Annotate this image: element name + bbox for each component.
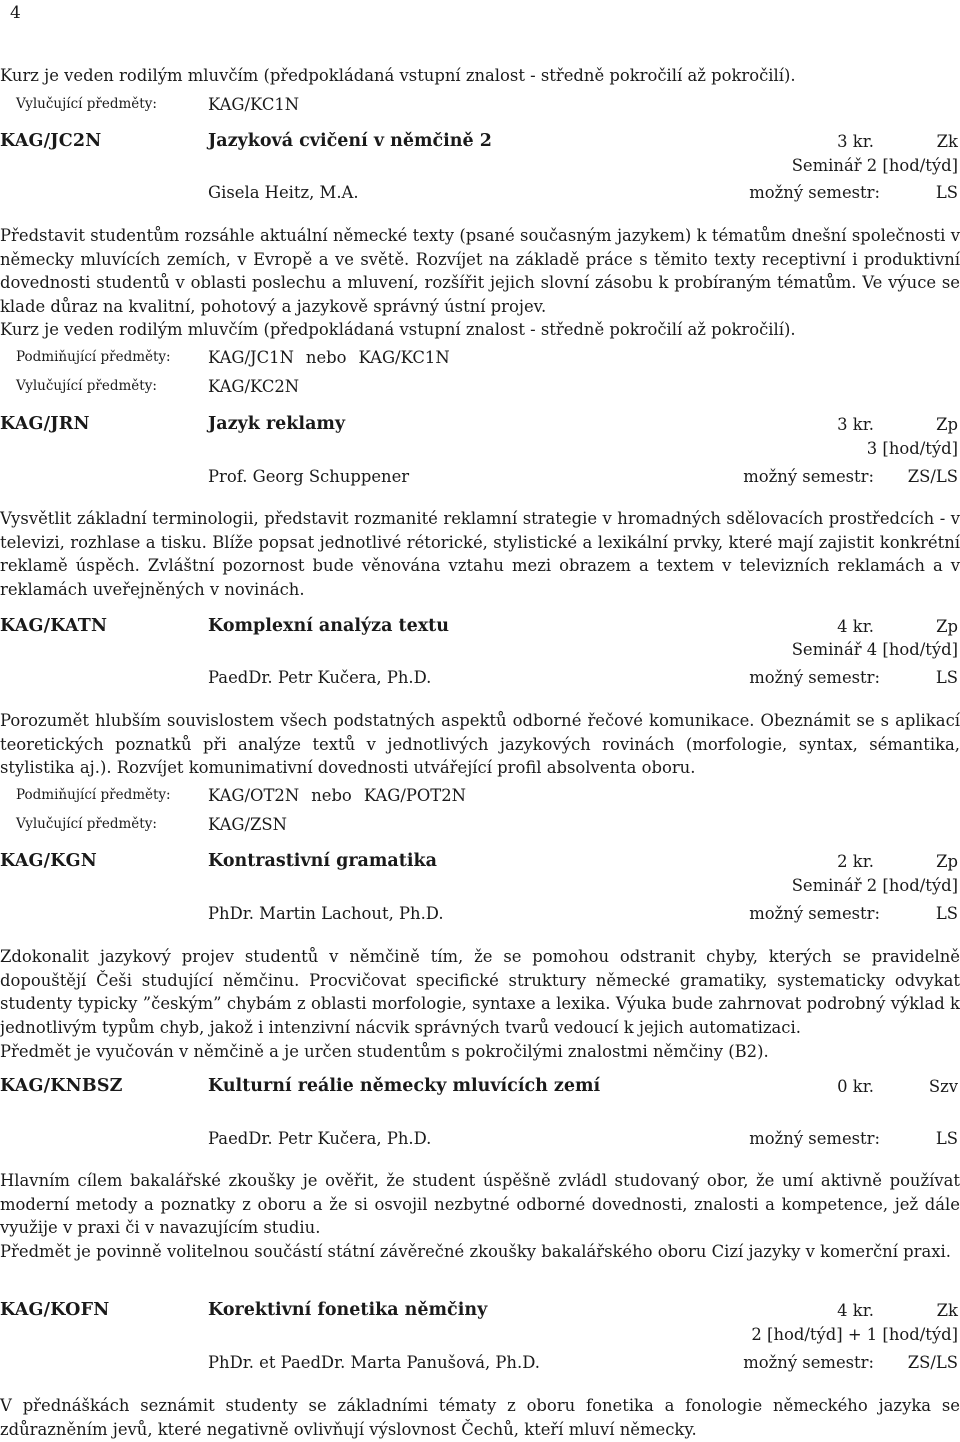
course-hours: 2 [hod/týd] + 1 [hod/týd] [751,1325,958,1344]
course-title: Jazyková cvičení v němčině 2 [208,131,492,151]
course-description: Hlavním cílem bakalářské zkoušky je ověřit, že student úspěšně zvládl studovaný obor, že umí aktivně používat moderní metody a poznatky z oboru a že si osvojil nezbytné odborné dovednosti, znalosti a kompetence, jež dále využije v praxi či v navazujícím studiu. [0,1171,960,1237]
course-hours: Seminář 2 [hod/týd] [791,876,958,895]
course-semester: LS [935,1129,958,1148]
course-title: Komplexní analýza textu [208,616,449,636]
course-teacher: Prof. Georg Schuppener [208,467,410,486]
course-code: KAG/KOFN [0,1300,110,1320]
course-completion: Zk [936,1301,958,1320]
course-code: KAG/JC2N [0,131,102,151]
course-hours: Seminář 4 [hod/týd] [791,640,958,659]
course-completion: Zp [936,617,958,636]
semester-label: možný semestr: [743,1353,874,1372]
course-completion: Zp [936,852,958,871]
course-teacher-row [0,465,960,489]
or-label: nebo [311,786,352,805]
course-teacher-row [0,1351,960,1375]
course-semester: ZS/LS [907,467,958,486]
course-credits: 2 kr. [837,852,874,871]
prerequisite-course: KAG/JC1N [208,348,294,367]
excluded-row [0,375,960,399]
course-header [0,1075,960,1099]
intro-excluded-row [0,93,960,117]
semester-label: možný semestr: [749,668,880,687]
course-hours: 3 [hod/týd] [866,439,958,458]
course-hours-row [0,1323,960,1347]
semester-label: možný semestr: [749,183,880,202]
course-completion: Szv [928,1077,958,1096]
prerequisite-label: Podmiňující předměty: [16,787,171,803]
prerequisites-row [0,784,960,808]
course-semester: ZS/LS [907,1353,958,1372]
course-teacher: PhDr. et PaedDr. Marta Panušová, Ph.D. [208,1353,540,1372]
course-description: Kurz je veden rodilým mluvčím (předpokládaná vstupní znalost - středně pokročilí až pokročilí). [0,320,796,339]
excluded-value: KAG/KC1N [208,95,300,114]
course-description: Předmět je vyučován v němčině a je určen studentům s pokročilými znalostmi němčiny (B2). [0,1042,769,1061]
course-title: Jazyk reklamy [208,414,346,434]
course-description: Představit studentům rozsáhle aktuální německé texty (psané současným jazykem) k tématům dnešní společnosti v německy mluvících zemích, v Evropě a ve světě. Rozvíjet na základě práce s těmito texty receptivní i produktivní dovednosti studentů v oblasti poslechu a mluvení, rozšířit jejich slovní zásobu k probíraným tématům. Ve výuce se klade důraz na kvalitní, pohotový a jazykově správný ústní projev. [0,226,960,316]
prerequisites-row [0,346,960,370]
course-hours-row [0,638,960,662]
course-code: KAG/KATN [0,616,108,636]
course-code: KAG/JRN [0,414,90,434]
course-teacher: PhDr. Martin Lachout, Ph.D. [208,904,444,923]
prerequisite-course: KAG/POT2N [363,786,467,805]
intro-text: Kurz je veden rodilým mluvčím (předpokládaná vstupní znalost - středně pokročilí až pokročilí). [0,66,796,85]
course-hours-row [0,874,960,898]
course-description: Porozumět hlubším souvislostem všech podstatných aspektů odborné řečové komunikace. Obeznámit se s aplikací teoretických poznatků při analýze textů v jednotlivých jazykových rovinách (morfologie, syntax, sémantika, stylistika aj.). Rozvíjet komunimativní dovednosti utvářející profil absolventa oboru. [0,711,960,777]
course-code: KAG/KNBSZ [0,1076,123,1096]
course-code: KAG/KGN [0,851,97,871]
course-teacher-row [0,666,960,690]
semester-label: možný semestr: [743,467,874,486]
excluded-value: KAG/ZSN [208,815,287,834]
course-header [0,413,960,437]
course-teacher-row [0,1127,960,1151]
excluded-row [0,813,960,837]
course-teacher-row [0,902,960,926]
course-description: Vysvětlit základní terminologii, představit rozmanité reklamní strategie v hromadných sdělovacích prostředcích - v televizi, rozhlase a tisku. Blíže popsat jednotlivé rétorické, stylistické a lexikální prvky, které mají zajistit konkrétní reklamě úspěch. Zvláštní pozornost bude věnována vztahu mezi obrazem a textem v televizních reklamách a v reklamách uveřejněných v novinách. [0,509,960,599]
course-semester: LS [935,904,958,923]
course-header [0,850,960,874]
course-teacher: PaedDr. Petr Kučera, Ph.D. [208,1129,432,1148]
course-description: Zdokonalit jazykový projev studentů v němčině tím, že se pomohou odstranit chyby, kterých se pravidelně dopouštějí Češi studující němčinu. Procvičovat specifické struktury německé gramatiky, systematicky odvykat studenty typicky ”českým” chybám z oblasti morfologie, syntaxe a lexika. Výuka bude zahrnovat podrobný výklad k jednotlivým typům chyb, jakož i intenzivní nácvik správných tvarů vedoucí k jejich automatizaci. [0,947,960,1037]
course-title: Kontrastivní gramatika [208,851,437,871]
semester-label: možný semestr: [749,904,880,923]
course-credits: 0 kr. [837,1077,874,1096]
course-header [0,1299,960,1323]
prerequisite-label: Podmiňující předměty: [16,349,171,365]
course-hours: Seminář 2 [hod/týd] [791,156,958,175]
course-hours-row [0,154,960,178]
excluded-value: KAG/KC2N [208,377,300,396]
or-label: nebo [305,348,347,367]
course-credits: 3 kr. [837,132,874,151]
excluded-label: Vylučující předměty: [16,378,157,394]
course-completion: Zp [936,415,958,434]
course-header [0,130,960,154]
course-semester: LS [935,183,958,202]
course-hours-row [0,437,960,461]
course-teacher-row [0,181,960,205]
course-credits: 4 kr. [837,617,874,636]
prerequisite-course: KAG/OT2N [208,786,300,805]
excluded-label: Vylučující předměty: [16,96,157,112]
course-title: Kulturní reálie německy mluvících zemí [208,1076,601,1096]
course-title: Korektivní fonetika němčiny [208,1300,488,1320]
semester-label: možný semestr: [749,1129,880,1148]
course-credits: 4 kr. [837,1301,874,1320]
course-semester: LS [935,668,958,687]
prerequisite-course: KAG/KC1N [358,348,450,367]
course-credits: 3 kr. [837,415,874,434]
course-teacher: PaedDr. Petr Kučera, Ph.D. [208,668,432,687]
course-teacher: Gisela Heitz, M.A. [208,183,359,202]
course-description: Předmět je povinně volitelnou součástí státní závěrečné zkoušky bakalářského oboru Cizí jazyky v komerční praxi. [0,1242,951,1261]
course-description: V přednáškách seznámit studenty se základními tématy z oboru fonetika a fonologie německého jazyka se zdůrazněním jevů, které negativně ovlivňují výslovnost Čechů, kteří mluví německy. [0,1396,960,1439]
course-header [0,615,960,639]
course-completion: Zk [936,132,958,151]
page-number: 4 [10,3,21,23]
excluded-label: Vylučující předměty: [16,816,157,832]
